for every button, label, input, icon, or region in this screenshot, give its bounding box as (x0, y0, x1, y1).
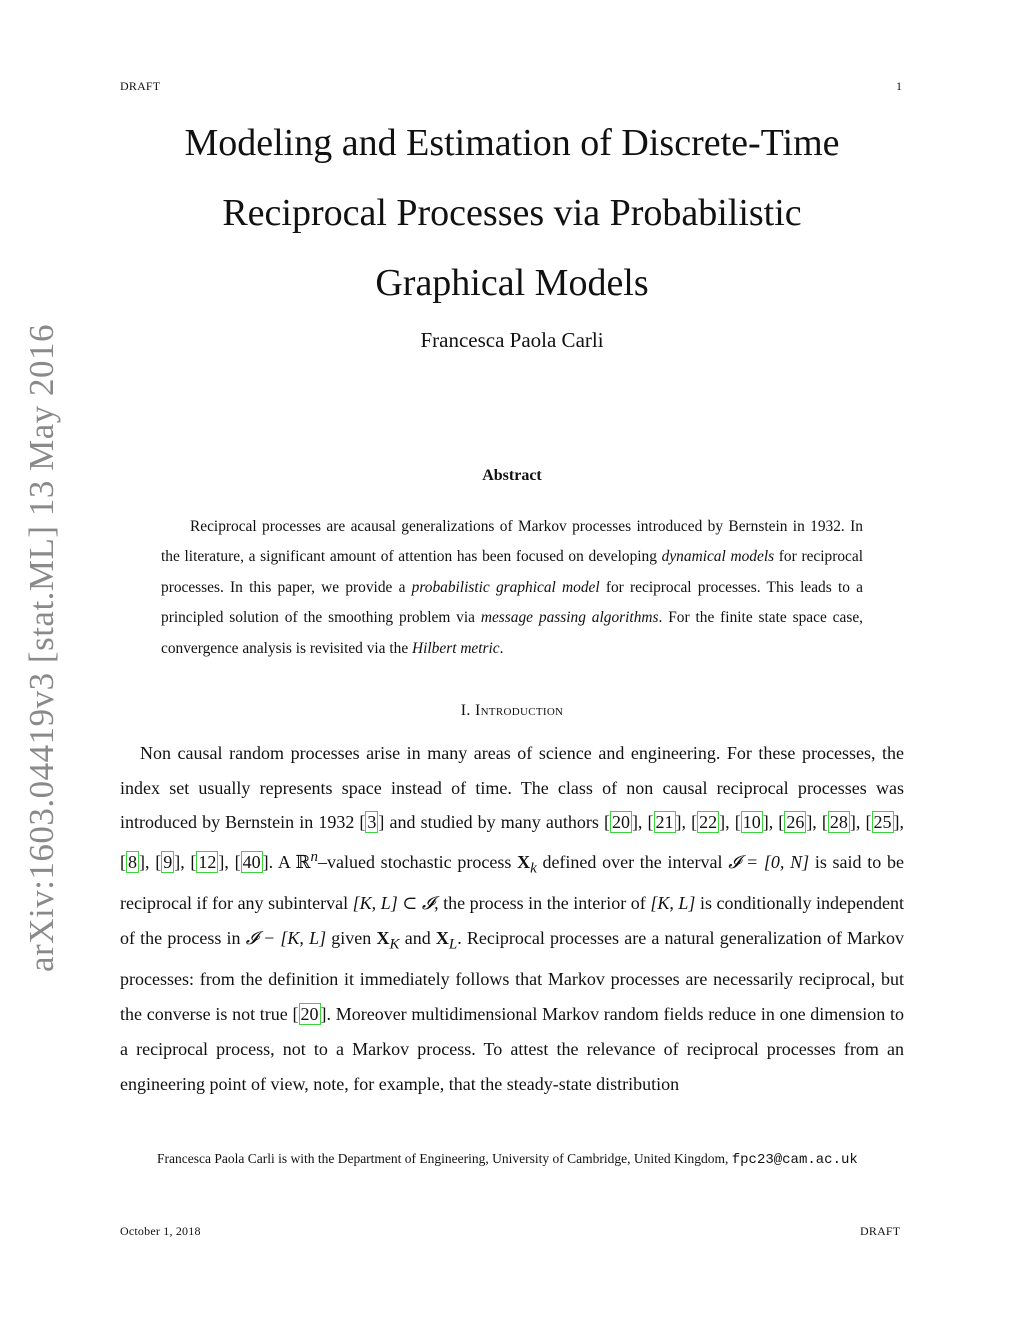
math-subinterval: [K, L] (650, 893, 696, 914)
citation-link[interactable]: 28 (829, 812, 848, 833)
math-interval: 𝓘 = [0, N] (728, 852, 810, 873)
math-reals: ℝ$^n$ (295, 849, 318, 873)
citation-link[interactable]: 20 (611, 812, 630, 833)
citation-link[interactable]: 20 (300, 1004, 319, 1025)
introduction-paragraph: Non causal random processes arise in many areas of science and engineering. For these processes, the index set usually represents space instead of time. The class of non causal reciprocal processes was introduced by Bernstein in 1932 [ 3 ] and studied by many authors [ 20 ], [ 21 ], [ 22 ], [ 10 ], [ 26 ], [ 28 ], [ 25 ], [ 8 ], [ 9 ], [ 12 ], [ 40 ]. A ℝ$^n$–valued stochastic process $X_k$ defined over the interval 𝓘 = [0, N] is said to be reciprocal if for any subinterval [K, L] ⊂ 𝓘, the process in the interior of [K, L] is conditionally independent of the process in 𝓘 − [K, L] given $X_K$ and $X_L$. Reciprocal processes are a natural generalization of Markov processes: from the definition it immediately follows that Markov processes are necessarily reciprocal, but the converse is not true [ 20 ]. Moreover multidimensional Markov random fields reduce in one dimension to a reciprocal process, not to a Markov process. To attest the relevance of reciprocal processes from an engineering point of view, note, for example, that the steady-state distribution (120, 743, 905, 1094)
citation-link[interactable]: 21 (655, 812, 674, 833)
citation-link[interactable]: 3 (367, 812, 377, 833)
title-line: Graphical Models (375, 262, 649, 304)
section-heading (0, 702, 1024, 720)
citation-link[interactable]: 25 (873, 812, 892, 833)
running-header-left: DRAFT (120, 79, 161, 93)
emphasis: dynamical models (661, 548, 775, 566)
emphasis: message passing algorithms (480, 609, 659, 627)
abstract-body: Reciprocal processes are acausal generalizations of Markov processes introduced by Bernstein in 1932. In the literature, a significant amount of attention has been focused on developing dynamical models for reciprocal processes. In this paper, we provide a probabilistic graphical model for reciprocal processes. This leads to a principled solution of the smoothing problem via message passing algorithms. For the finite state space case, convergence analysis is revisited via the Hilbert metric. (161, 518, 864, 657)
footer-date: October 1, 2018 (120, 1224, 201, 1238)
citation-link[interactable]: 40 (242, 852, 261, 873)
citation-link[interactable]: 12 (198, 852, 217, 873)
math-process: $X_L$ (435, 928, 458, 953)
footer-draft: DRAFT (860, 1224, 901, 1238)
citation-link[interactable]: 10 (742, 812, 761, 833)
citation-link[interactable]: 26 (786, 812, 805, 833)
author-footnote: Francesca Paola Carli is with the Department of Engineering, University of Cambridge, United Kingdom, fpc23@cam.ac.uk (157, 1151, 858, 1168)
math-subinterval: [K, L] ⊂ 𝓘 (352, 893, 435, 914)
emphasis: Hilbert metric (412, 639, 500, 657)
math-complement: 𝓘 − [K, L] (245, 928, 327, 949)
page-number: 1 (896, 79, 903, 93)
email-address: fpc23@cam.ac.uk (731, 1152, 858, 1168)
arxiv-identifier: arXiv:1603.04419v3 [stat.ML] 13 May 2016 (22, 324, 61, 972)
section-number: I. (460, 702, 471, 719)
citation-link[interactable]: 9 (163, 852, 173, 873)
abstract-heading: Abstract (482, 467, 542, 484)
math-process: $X_k$ (517, 852, 537, 877)
emphasis: probabilistic graphical model (411, 578, 600, 596)
math-process: $X_K$ (376, 928, 400, 953)
citation-link[interactable]: 22 (699, 812, 718, 833)
title-line: Modeling and Estimation of Discrete-Time (184, 122, 840, 164)
citation-link[interactable]: 8 (128, 852, 137, 873)
paper-title (140, 108, 884, 318)
title-line: Reciprocal Processes via Probabilistic (222, 192, 802, 234)
author-name: Francesca Paola Carli (420, 328, 604, 352)
section-title: Introduction (474, 702, 564, 719)
